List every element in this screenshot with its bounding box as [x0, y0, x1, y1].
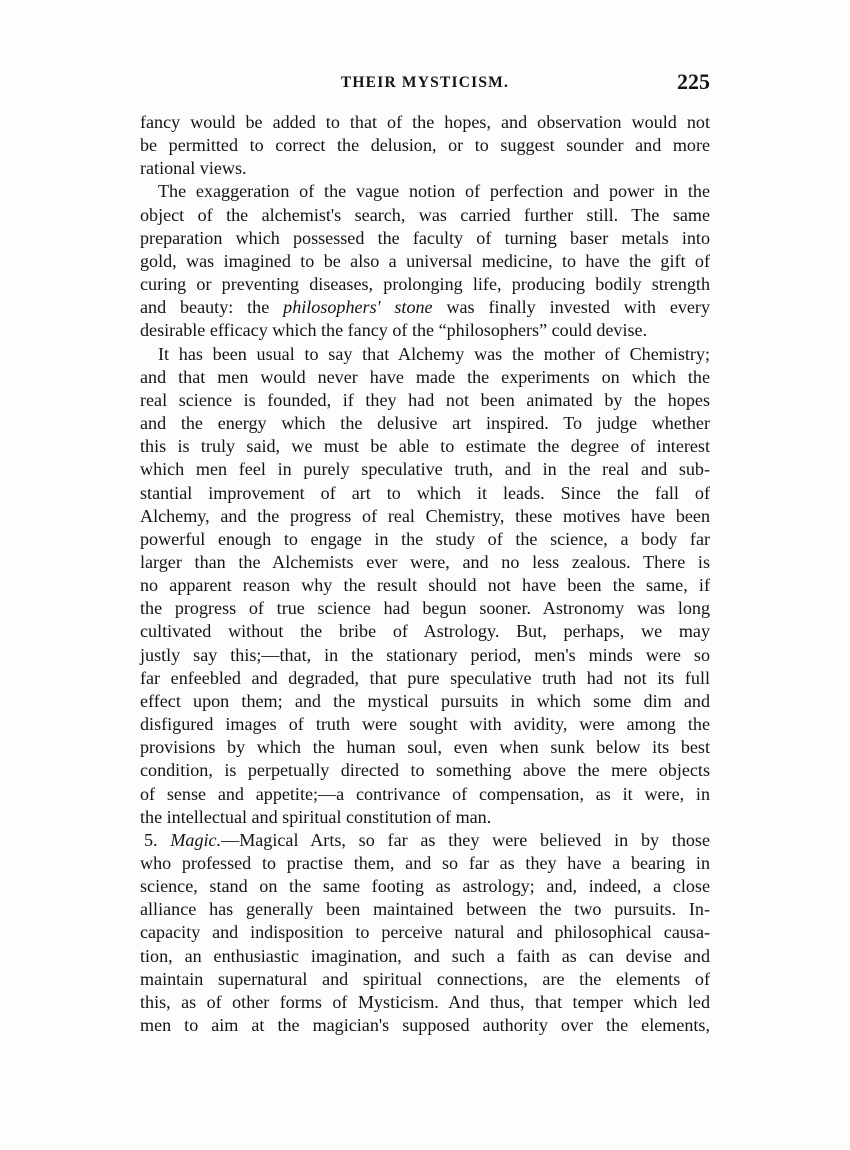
text-line: condition, is perpetually directed to something above the mere objects [140, 760, 710, 781]
text-line: capacity and indisposition to perceive natural and philosophical causa- [140, 922, 710, 943]
text-line: of sense and appetite;—a contrivance of compensation, as it were, in [140, 783, 710, 804]
text-line: larger than the Alchemists ever were, and no less zealous. There is [140, 551, 710, 572]
text-line [140, 829, 710, 852]
text-line: and that men would never have made the experiments on which the [140, 366, 710, 387]
text-line: science, stand on the same footing as astrology; and, indeed, a close [140, 876, 710, 897]
text-line: desirable efficacy which the fancy of the “philosophers” could devise. [140, 320, 648, 341]
running-head [140, 69, 710, 100]
section-number: 5. [144, 829, 171, 850]
text-line: and the energy which the delusive art inspired. To judge whether [140, 413, 710, 434]
text-line: preparation which possessed the faculty of turning baser metals into [140, 227, 710, 248]
text-line: effect upon them; and the mystical pursuits in which some dim and [140, 690, 710, 711]
text-line: powerful enough to engage in the study of the science, a body far [140, 528, 710, 549]
text-line: the progress of true science had begun sooner. Astronomy was long [140, 598, 710, 619]
text-run: —Magical Arts, so far as they were believed in by those [221, 829, 710, 850]
text-line: alliance has generally been maintained between the two pursuits. In- [140, 899, 710, 920]
text-line: no apparent reason why the result should not have been the same, if [140, 575, 710, 596]
text-line: this, as of other forms of Mysticism. And thus, that temper which led [140, 991, 710, 1012]
italic-phrase: philosophers' stone [283, 297, 433, 318]
text-line: fancy would be added to that of the hopes, and observation would not [140, 112, 710, 132]
text-line: object of the alchemist's search, was carried further still. The same [140, 204, 710, 225]
text-line: cultivated without the bribe of Astrology. But, perhaps, we may [140, 621, 710, 642]
text-line: Alchemy, and the progress of real Chemistry, these motives have been [140, 505, 710, 526]
text-line [140, 296, 710, 319]
text-line: who professed to practise them, and so far as they have a bearing in [140, 853, 710, 873]
text-line: curing or preventing diseases, prolonging life, producing bodily strength [140, 274, 710, 295]
text-line: this is truly said, we must be able to estimate the degree of interest [140, 436, 710, 457]
text-line: maintain supernatural and spiritual connections, are the elements of [140, 968, 710, 989]
text-line: It has been usual to say that Alchemy was the mother of Chemistry; [158, 343, 710, 364]
text-line: justly say this;—that, in the stationary period, men's minds were so [140, 644, 710, 665]
body-text [140, 111, 710, 1037]
section-title: Magic. [170, 829, 222, 850]
text-line: real science is founded, if they had not been animated by the hopes [140, 389, 710, 410]
text-line: rational views. [140, 158, 247, 179]
text-line: which men feel in purely speculative truth, and in the real and sub- [140, 459, 710, 480]
text-line: provisions by which the human soul, even when sunk below its best [140, 737, 710, 758]
page-number: 225 [677, 69, 710, 94]
text-line: the intellectual and spiritual constitution of man. [140, 806, 492, 827]
text-line: gold, was imagined to be also a universal medicine, to have the gift of [140, 250, 710, 271]
text-run: and beauty: the [140, 297, 284, 318]
text-run: was finally invested with every [432, 297, 710, 318]
running-title: THEIR MYSTICISM. [340, 74, 510, 91]
text-line: tion, an enthusiastic imagination, and such a faith as can devise and [140, 945, 710, 966]
text-line: disfigured images of truth were sought with avidity, were among the [140, 714, 710, 735]
text-line: The exaggeration of the vague notion of perfection and power in the [158, 181, 710, 202]
text-line: men to aim at the magician's supposed authority over the elements, [140, 1015, 710, 1036]
text-line: stantial improvement of art to which it leads. Since the fall of [140, 482, 710, 503]
text-line: be permitted to correct the delusion, or to suggest sounder and more [140, 135, 710, 156]
text-line: far enfeebled and degraded, that pure speculative truth had not its full [140, 667, 710, 688]
